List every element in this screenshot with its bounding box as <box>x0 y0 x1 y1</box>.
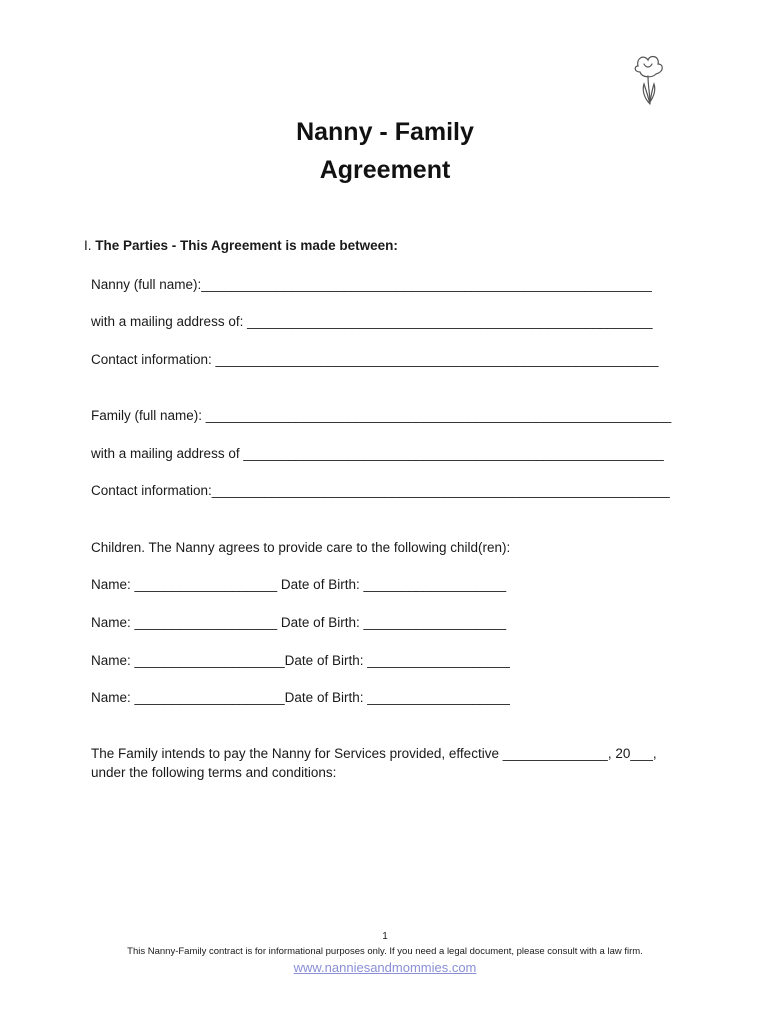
nanny-name-field[interactable]: Nanny (full name):____________________________________________________________ <box>91 277 652 292</box>
section-number: I. <box>84 238 92 253</box>
family-contact-field[interactable]: Contact information:_____________________________________________________________ <box>91 483 670 498</box>
website-link[interactable]: www.nanniesandmommies.com <box>293 960 477 975</box>
payment-terms-line1[interactable]: The Family intends to pay the Nanny for Services provided, effective ______________, 20___, <box>91 746 657 761</box>
family-address-field[interactable]: with a mailing address of ________________________________________________________ <box>91 446 664 461</box>
child-row-1[interactable]: Name: ___________________ Date of Birth: ___________________ <box>91 577 507 592</box>
children-intro: Children. The Nanny agrees to provide care to the following child(ren): <box>91 540 511 555</box>
nanny-contact-field[interactable]: Contact information: ___________________________________________________________ <box>91 352 659 367</box>
document-title-line1: Nanny - Family <box>296 118 474 146</box>
section-title: The Parties - This Agreement is made between: <box>95 238 398 253</box>
page-number: 1 <box>382 931 388 942</box>
child-row-2[interactable]: Name: ___________________ Date of Birth: ___________________ <box>91 615 507 630</box>
document-title-line2: Agreement <box>319 156 451 184</box>
family-name-field[interactable]: Family (full name): ______________________________________________________________ <box>91 408 672 423</box>
flower-icon <box>630 52 668 108</box>
child-row-3[interactable]: Name: ____________________Date of Birth: ___________________ <box>91 653 510 668</box>
nanny-address-field[interactable]: with a mailing address of: ______________________________________________________ <box>91 314 653 329</box>
child-row-4[interactable]: Name: ____________________Date of Birth: ___________________ <box>91 690 510 705</box>
payment-terms-line2: under the following terms and conditions: <box>91 765 337 780</box>
parties-heading <box>84 238 398 253</box>
footer-disclaimer: This Nanny-Family contract is for informational purposes only. If you need a legal document, please consult with a law firm. <box>127 946 643 957</box>
